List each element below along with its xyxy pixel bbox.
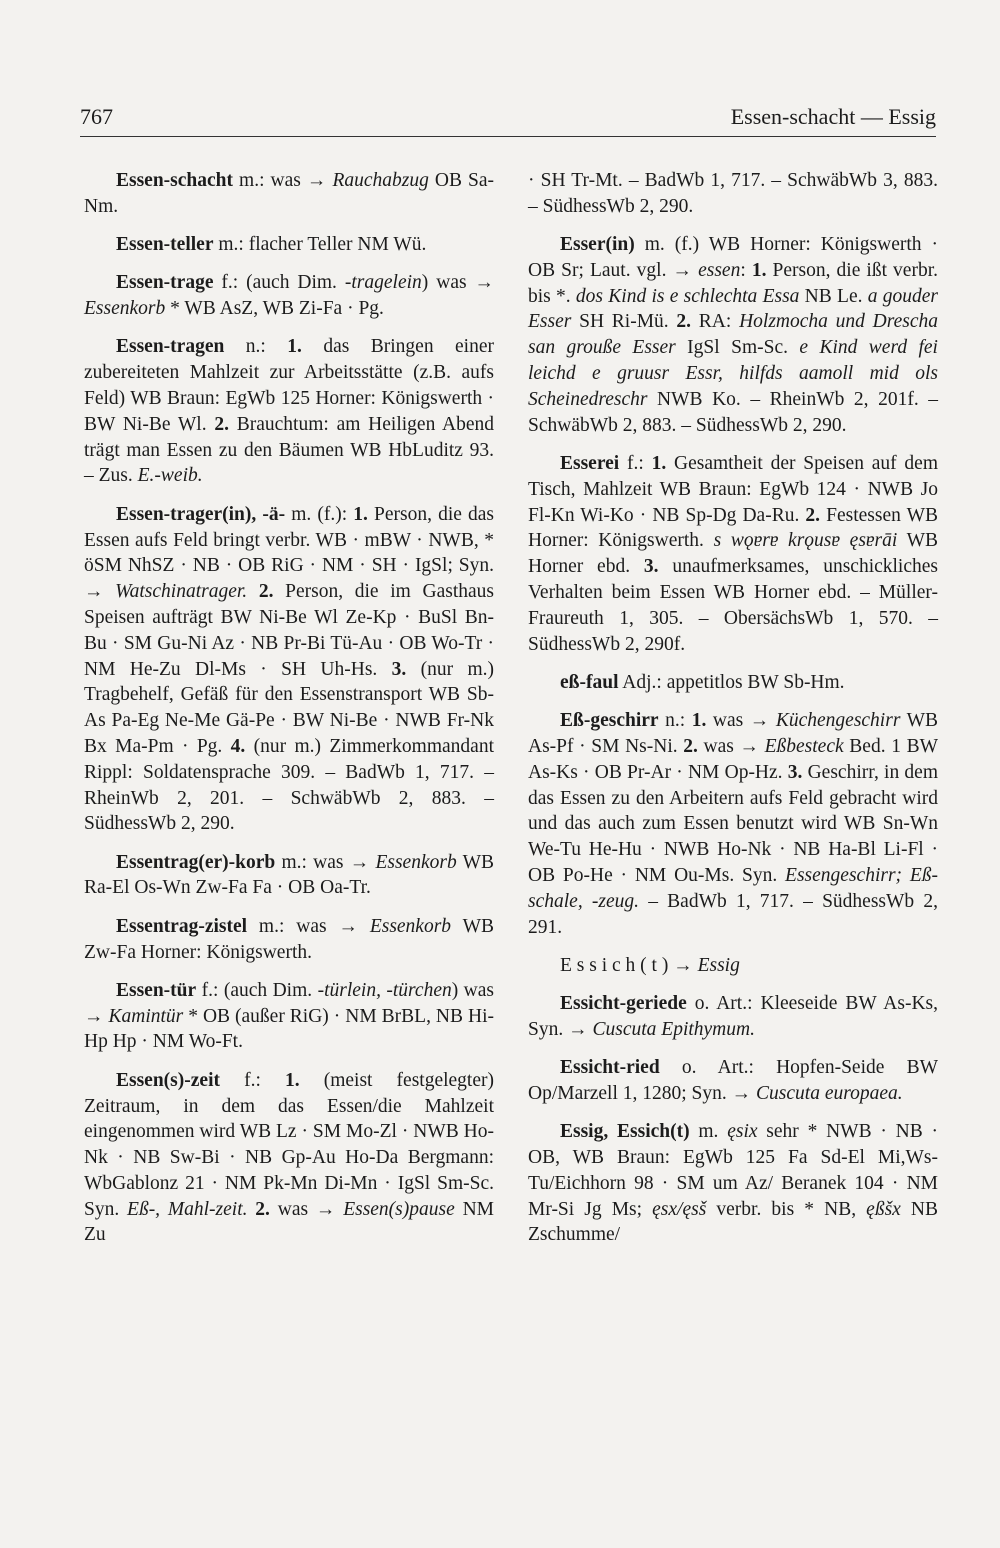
entry-headword: 3. (787, 761, 803, 783)
entry-text: IgSl Sm-Sc. (675, 337, 800, 359)
entry-text: * OB (außer RiG) · NM BrBL, NB Hi-Hp Hp · NM Wo-Ft. (84, 1005, 494, 1053)
entry-text: WB Ra-El Os-Wn Zw-Fa Fa · OB Oa-Tr. (84, 851, 494, 899)
dictionary-entry (84, 502, 494, 837)
entry-headword: 2. (676, 311, 692, 333)
entry-headword: Essicht-ried (560, 1057, 660, 1079)
dictionary-entry (84, 232, 494, 258)
entry-text: Gesamtheit der Speisen auf dem Tisch, Mahlzeit WB Braun: EgWb 124 · NWB Jo Fl-Kn Wi-Ko · NB Sp-Dg Da-Ru. (528, 452, 938, 526)
entry-headword: Essicht-geriede (560, 993, 687, 1015)
entry-headword: Essen-trager(in), -ä- (116, 503, 286, 525)
dictionary-entry (84, 978, 494, 1055)
dictionary-entry (84, 850, 494, 902)
entry-italic-text: ęßšx (866, 1198, 901, 1220)
entry-italic-text: Essig (697, 954, 740, 976)
entry-headword: Essentrag(er)-korb (116, 851, 276, 873)
entry-italic-text: Essengeschirr; Eß-schale, -zeug. (528, 864, 938, 912)
entry-italic-text: E.-weib. (137, 465, 203, 487)
entry-headword: Essentrag-zistel (116, 915, 248, 937)
dictionary-entry (528, 168, 938, 220)
entry-text: Person, die ißt verbr. bis *. (528, 259, 939, 307)
page-number: 767 (80, 104, 113, 129)
dictionary-entry (528, 991, 938, 1043)
entry-text: – BadWb 1, 717. – SüdhessWb 2, 291. (528, 890, 938, 938)
entry-text: NB Le. (799, 285, 868, 307)
entry-italic-text: essen (698, 259, 741, 281)
entry-text: ) was → (84, 979, 494, 1027)
entry-headword: Essig, Essich(t) (560, 1121, 690, 1143)
dictionary-entry (528, 953, 938, 979)
entry-text: was → (697, 735, 765, 757)
entry-headword: 3. (643, 556, 659, 578)
entry-text: f.: (auch Dim. (196, 979, 318, 1001)
entry-italic-text: ęsx/ęsš (652, 1198, 707, 1220)
entry-headword: 1. (284, 1069, 300, 1091)
entry-text: m.: flacher Teller NM Wü. (213, 234, 427, 256)
entry-text: unaufmerksames, unschickliches Verhalten beim Essen WB Horner ebd. – Müller-Fraureuth 1, 305. – ObersächsWb 1, 570. – SüdhessWb 2, 290f. (528, 556, 938, 655)
entry-headword: Essen-trage (116, 272, 214, 294)
entry-headword: Essen-teller (116, 234, 214, 256)
entry-text: E s s i c h ( t ) → (560, 954, 698, 976)
entry-headword: 1. (751, 259, 767, 281)
dictionary-entry (84, 914, 494, 966)
dictionary-entry (528, 451, 938, 657)
entry-italic-text: Cuscuta europaea. (756, 1083, 903, 1104)
entry-headword: Essen(s)-zeit (116, 1069, 220, 1091)
entry-italic-text: Essenkorb (369, 915, 452, 937)
running-head: Essen-schacht — Essig (730, 104, 936, 129)
entry-headword: 2. (805, 504, 821, 526)
entry-headword: Esser(in) (560, 234, 635, 256)
entry-text: m. (689, 1121, 728, 1143)
page-header (80, 100, 936, 137)
entry-text: RA: (691, 311, 740, 333)
dictionary-entry (84, 1068, 494, 1249)
entry-headword: 2. (214, 413, 229, 435)
entry-text: was → (269, 1198, 344, 1220)
dictionary-entry (528, 708, 938, 940)
entry-headword: eß-faul (560, 671, 619, 693)
entry-italic-text: Holzmocha und Drescha san grouße Esser (528, 311, 938, 359)
entry-text: das Bringen einer zubereiteten Mahlzeit zur Arbeitsstätte (z.B. aufs Feld) WB Braun: EgWb 125 Horner: Königswerth · BW Ni-Be Wl. (84, 336, 495, 435)
entry-italic-text: Küchengeschirr (775, 710, 901, 732)
entry-italic-text: s wǫɐrɐ krǫusɐ ęsɐrāi (713, 530, 898, 552)
entry-headword: Eß-geschirr (560, 710, 659, 732)
entry-headword: 1. (287, 336, 302, 358)
entry-text: n.: (224, 336, 288, 358)
entry-text: Geschirr, in dem das Essen zu den Arbeitern aufs Feld gebracht wird und das auch zum Essen benutzt wird WB Sn-Wn We-Tu He-Hu · NWB Ho-Nk · NB Ha-Bl Li-Fl · OB Po-He · NM Ou-Ms. Syn. (528, 761, 938, 886)
entry-text: (nur m.) Tragbehelf, Gefäß für den Essenstransport WB Sb-As Pa-Eg Ne-Me Gä-Pe · BW Ni-Be · NWB Fr-Nk Bx Ma-Pm · Pg. (84, 658, 494, 757)
entry-text: Bed. 1 BW As-Ks · OB Pr-Ar · NM Op-Hz. (528, 735, 938, 783)
dictionary-entry (84, 168, 494, 220)
entry-text: OB Sa-Nm. (84, 170, 494, 217)
entry-text: m.: was → (233, 170, 333, 191)
entry-headword: 2. (255, 1198, 270, 1220)
entry-italic-text: -türlein, -türchen (317, 979, 452, 1001)
entry-italic-text: Rauchabzug (332, 170, 429, 191)
entry-headword: 1. (691, 710, 707, 732)
entry-italic-text: Cuscuta Epithymum. (592, 1018, 755, 1040)
entry-text: WB Horner ebd. (528, 530, 938, 578)
entry-italic-text: ęsix (727, 1121, 758, 1143)
entry-text: f.: (auch Dim. (213, 272, 345, 294)
entry-text: * WB AsZ, WB Zi-Fa · Pg. (165, 298, 384, 320)
entry-headword: 1. (651, 452, 667, 474)
entry-text: was → (706, 710, 776, 732)
entry-text: NM Zu (84, 1198, 494, 1246)
entry-text (247, 581, 259, 602)
entry-headword: 1. (353, 503, 368, 525)
left-column (84, 168, 494, 1261)
entry-italic-text: Eßbesteck (764, 735, 844, 757)
entry-text: · SH Tr-Mt. – BadWb 1, 717. – SchwäbWb 3, 883. – SüdhessWb 2, 290. (528, 170, 938, 217)
entry-text: o. Art.: Kleeseide BW As-Ks, Syn. → (528, 993, 938, 1040)
entry-italic-text: Essenkorb (375, 851, 457, 873)
entry-italic-text: a gouder Esser (528, 285, 938, 333)
entry-italic-text: Essenkorb (84, 298, 166, 320)
entry-text: ) was → (421, 272, 494, 294)
right-column (528, 168, 938, 1261)
dictionary-entry (528, 1055, 938, 1107)
entry-text: f.: (219, 1069, 285, 1091)
dictionary-entry (528, 232, 938, 438)
entry-text: NWB Ko. – RheinWb 2, 201f. – SchwäbWb 2, 883. – SüdhessWb 2, 290. (528, 388, 938, 436)
entry-text: NB Zschumme/ (528, 1198, 939, 1246)
entry-headword: 3. (391, 658, 407, 680)
entry-text: (meist festgelegter) Zeitraum, in dem das Essen/die Mahlzeit eingenommen wird WB Lz · SM Mo-Zl · NWB Ho-Nk · NB Sw-Bi · NB Gp-Au Ho-Da Bergmann: WbGablonz 21 · NM Pk-Mn Di-Mn · IgSl Sm-Sc. Syn. (84, 1069, 494, 1220)
entry-headword: 2. (683, 735, 698, 757)
entry-text: verbr. bis * NB, (706, 1198, 867, 1220)
entry-italic-text: Kamintür (108, 1005, 184, 1027)
entry-text: (nur m.) Zimmerkommandant Rippl: Soldatensprache 309. – BadWb 1, 717. – RheinWb 2, 201. – SchwäbWb 2, 883. – SüdhessWb 2, 290. (84, 735, 494, 835)
entry-italic-text: Eß-, Mahl-zeit. (127, 1198, 248, 1220)
entry-text: f.: (619, 452, 652, 474)
entry-italic-text: -tragelein (344, 272, 422, 294)
entry-headword: 4. (230, 735, 246, 757)
entry-text: m. (f.): (285, 503, 354, 525)
entry-text: SH Ri-Mü. (571, 311, 677, 333)
entry-text: o. Art.: Hopfen-Seide BW Op/Marzell 1, 1280; Syn. → (528, 1057, 938, 1104)
entry-text: : (740, 259, 752, 281)
entry-text: m. (f.) WB Horner: Königswerth · OB Sr; Laut. vgl. → (528, 234, 938, 281)
dictionary-entry (84, 334, 494, 489)
dictionary-entry (528, 670, 938, 696)
entry-italic-text: Essen(s)pause (343, 1198, 455, 1220)
entry-italic-text: Watschinatrager. (115, 581, 248, 603)
entry-text: WB Zw-Fa Horner: Königswerth. (84, 915, 494, 963)
entry-headword: 2. (258, 581, 274, 603)
entry-text: Adj.: appetitlos BW Sb-Hm. (618, 671, 845, 693)
entry-text: n.: (658, 710, 692, 732)
entry-headword: Essen-schacht (116, 170, 234, 191)
dictionary-entry (84, 270, 494, 322)
entry-text: Person, die im Gasthaus Speisen aufträgt BW Ni-Be Wl Ze-Kp · BuSl Bn-Bu · SM Gu-Ni Az · NB Pr-Bi Tü-Au · OB Wo-Tr · NM He-Zu Dl-Ms · SH Uh-Hs. (84, 581, 494, 680)
entry-italic-text: dos Kind is e schlechta Essa (575, 285, 800, 307)
entry-text: Person, die das Essen aufs Feld bringt verbr. WB · mBW · NWB, * öSM NhSZ · NB · OB RiG · NM · SH · IgSl; Syn. → (84, 503, 494, 603)
entry-text: sehr * NWB · NB · OB, WB Braun: EgWb 125 Fa Sd-El Mi,Ws-Tu/Eichhorn 98 · SM um Az/ Beranek 104 · NM Mr-Si Jg Ms; (528, 1121, 939, 1220)
entry-text: WB As-Pf · SM Ns-Ni. (528, 710, 939, 757)
entry-headword: Essen-tür (116, 979, 197, 1001)
entry-headword: Esserei (560, 452, 620, 474)
entry-text: Festessen WB Horner: Königswerth. (528, 504, 938, 552)
entry-text: m.: was → (275, 851, 376, 873)
entry-text: Brauchtum: am Heiligen Abend trägt man Essen zu den Bäumen WB HbLuditz 93. – Zus. (84, 413, 494, 487)
dictionary-entry (528, 1119, 938, 1248)
entry-text: m.: was → (247, 915, 370, 937)
entry-headword: Essen-tragen (116, 336, 225, 358)
entry-italic-text: e Kind werd fei leichd e gruusr Essr, hilfds aamoll mid ols Scheinedreschr (528, 337, 938, 410)
